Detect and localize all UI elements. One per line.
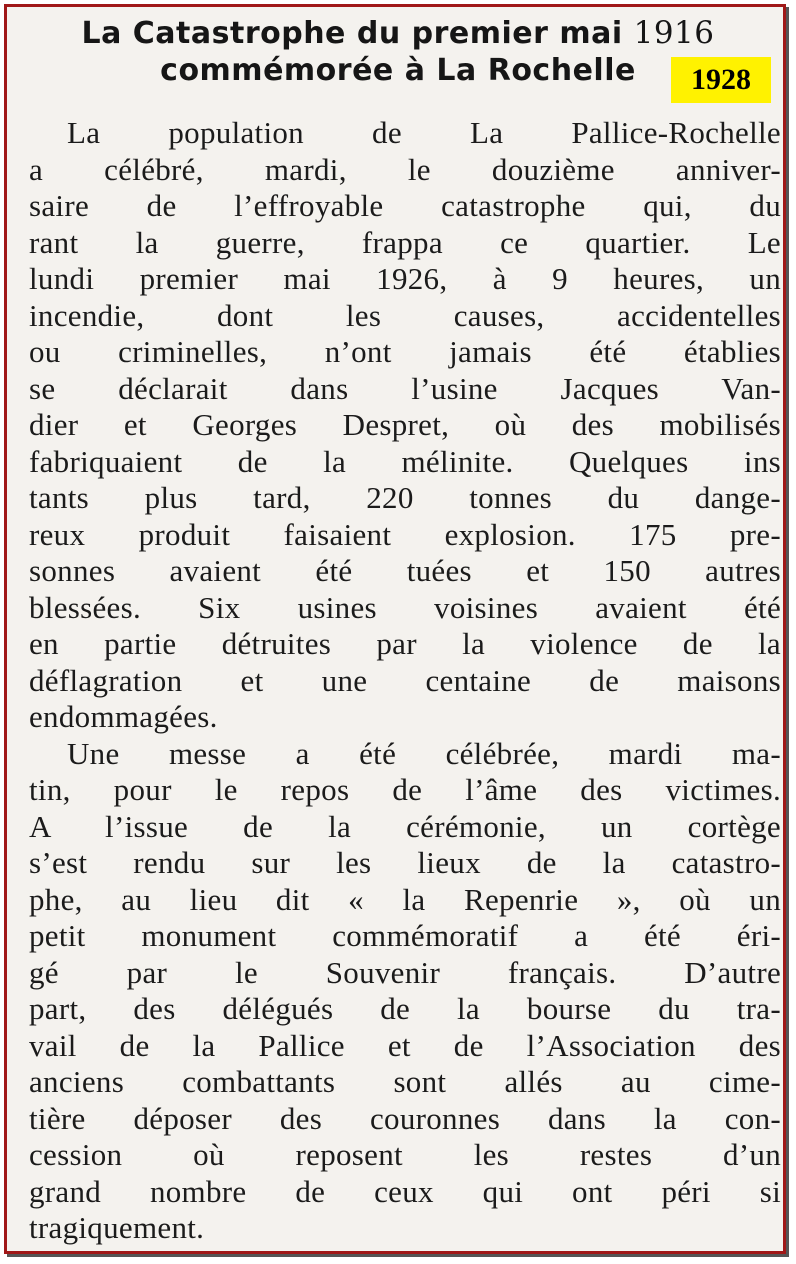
text-line: petit monument commémoratif a été éri- (29, 918, 781, 953)
text-line: blessées. Six usines voisines avaient été (29, 589, 781, 625)
text-line: tin, pour le repos de l’âme des victimes. (29, 772, 781, 807)
text-line: tragiquement. (29, 1210, 205, 1245)
text-line: anciens combattants sont allés au cime- (29, 1064, 781, 1099)
paragraph-1 (29, 115, 781, 736)
text-line: se déclarait dans l’usine Jacques Van- (29, 370, 781, 406)
text-line: A l’issue de la cérémonie, un cortège (29, 808, 781, 844)
text-line: reux produit faisaient explosion. 175 pre- (29, 516, 781, 552)
text-line: en partie détruites par la violence de la (29, 626, 781, 661)
text-line: cession où reposent les restes d’un (29, 1137, 781, 1172)
text-line: lundi premier mai 1926, à 9 heures, un (29, 261, 781, 296)
text-line: vail de la Pallice et de l’Association des (29, 1027, 781, 1063)
text-line: La population de La Pallice-Rochelle (67, 115, 781, 150)
text-line: tière déposer des couronnes dans la con- (29, 1100, 781, 1136)
text-line: a célébré, mardi, le douzième anniver- (29, 151, 781, 187)
text-line: endommagées. (29, 699, 218, 734)
text-line: fabriquaient de la mélinite. Quelques ins (29, 443, 781, 479)
text-line: sonnes avaient été tuées et 150 autres (29, 553, 781, 588)
text-line: rant la guerre, frappa ce quartier. Le (29, 224, 781, 260)
article-body (29, 115, 781, 1247)
paragraph-2 (29, 736, 781, 1247)
text-line: part, des délégués de la bourse du tra- (29, 991, 781, 1026)
text-line: incendie, dont les causes, accidentelles (29, 297, 781, 333)
text-line: dier et Georges Despret, où des mobilisés (29, 407, 781, 442)
year-badge: 1928 (671, 57, 771, 103)
text-line: grand nombre de ceux qui ont péri si (29, 1173, 781, 1209)
text-line: saire de l’effroyable catastrophe qui, du (29, 188, 781, 223)
text-line: gé par le Souvenir français. D’autre (29, 954, 781, 990)
headline-line-1 (7, 15, 789, 51)
headline-line-2: commémorée à La Rochelle (160, 53, 636, 88)
text-line: s’est rendu sur les lieux de la catastro- (29, 845, 781, 880)
text-line: ou criminelles, n’ont jamais été établies (29, 334, 781, 369)
text-line: tants plus tard, 220 tonnes du dange- (29, 480, 781, 515)
text-line: déflagration et une centaine de maisons (29, 662, 781, 698)
newspaper-clipping (7, 7, 783, 1251)
headline-text: La Catastrophe du premier mai (81, 16, 623, 51)
text-line: Une messe a été célébrée, mardi ma- (67, 735, 781, 771)
text-line: phe, au lieu dit « la Repenrie », où un (29, 881, 781, 917)
headline-year: 1916 (633, 15, 715, 51)
clipping-frame (4, 4, 786, 1254)
